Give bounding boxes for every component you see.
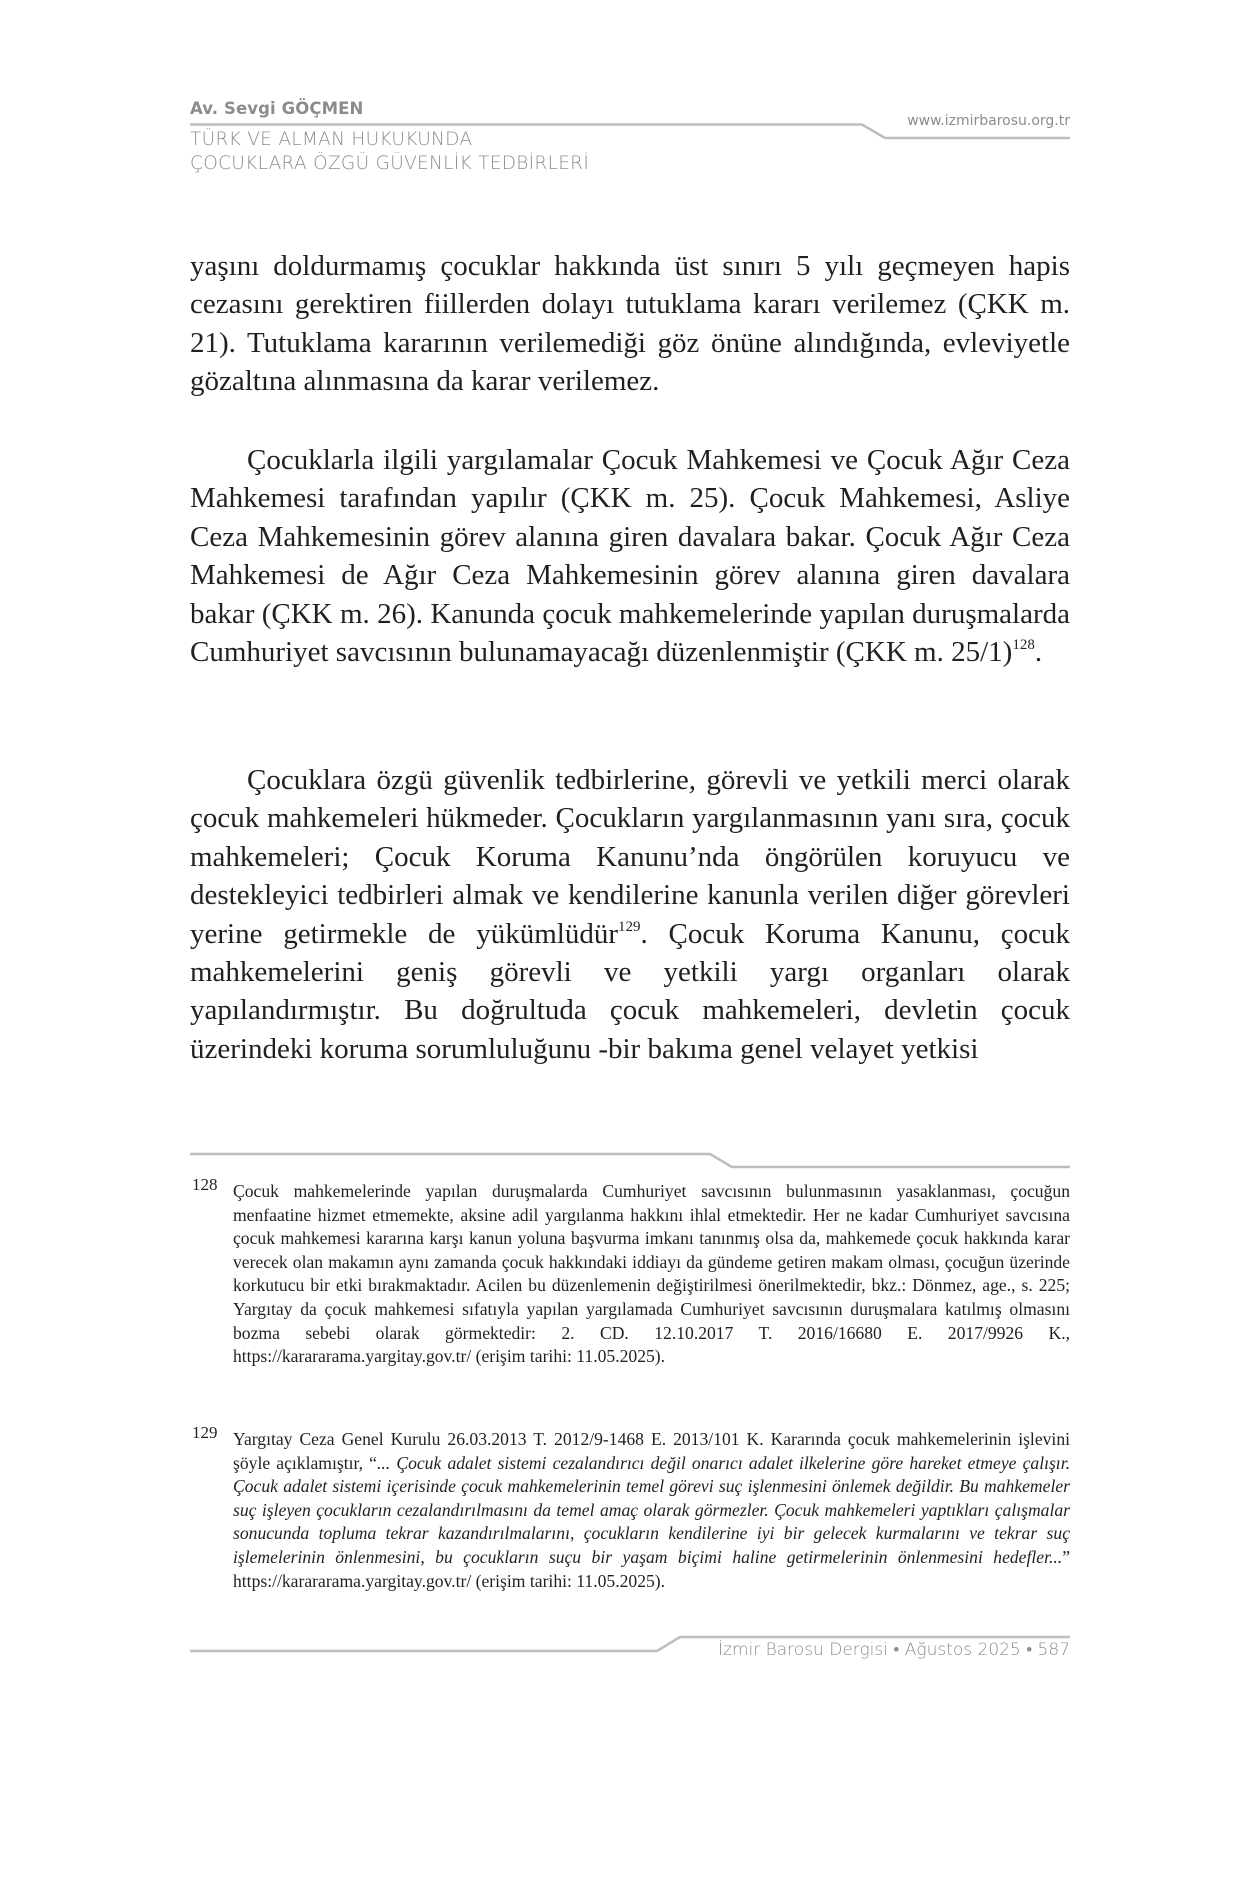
paragraph-3-part-a: Çocuklara özgü güvenlik tedbirlerine, görevli ve yetkili merci olarak çocuk mahkemeleri hükmeder. Çocukların yargılanmasının yanı sıra, çocuk mahkemeleri; Çocuk Koruma Kanunu’nda öngörülen koruyucu ve destekleyici tedbirleri almak ve kendilerine kanunla verilen diğer görevleri yerine getirmekle de yükümlüdür [190, 764, 1070, 950]
footnote-separator-rule [190, 1154, 1070, 1167]
header-article-title [190, 128, 589, 176]
paragraph-3-text [190, 761, 1070, 1068]
footer-journal-info: İzmir Barosu Dergisi • Ağustos 2025 • 587 [718, 1640, 1070, 1660]
header-author: Av. Sevgi GÖÇMEN [190, 99, 364, 118]
footnote-ref-128[interactable]: 128 [1012, 637, 1035, 654]
paragraph-1-text: yaşını doldurmamış çocuklar hakkında üst sınırı 5 yılı geçmeyen hapis cezasını gerektiren fiillerden dolayı tutuklama kararı verilemez (ÇKK m. 21). Tutuklama kararının verilemediği göz önüne alındığında, evleviyetle gözaltına alınmasına da karar verilemez. [190, 250, 1070, 398]
header-title-line1: TÜRK VE ALMAN HUKUKUNDA [190, 129, 473, 150]
footnote-ref-129[interactable]: 129 [618, 918, 641, 935]
footnote-text [233, 1428, 1070, 1593]
footnote-128 [190, 1175, 1070, 1369]
header-title-line2: ÇOCUKLARA ÖZGÜ GÜVENLİK TEDBİRLERİ [190, 153, 590, 174]
paragraph-3-part-b: . Çocuk Koruma Kanunu, çocuk mahkemelerini geniş görevli ve yetkili yargı organları olarak yapılandırmıştır. Bu doğrultuda çocuk mahkemeleri, devletin çocuk üzerindeki koruma sorumluluğunu -bir bakıma genel velayet yetkisi [190, 917, 1070, 1065]
header-website: www.izmirbarosu.org.tr [907, 113, 1070, 129]
paragraph-2-main: Çocuklarla ilgili yargılamalar Çocuk Mahkemesi ve Çocuk Ağır Ceza Mahkemesi tarafından yapılır (ÇKK m. 25). Çocuk Mahkemesi, Asliye Ceza Mahkemesinin görev alanına giren davalara bakar. Çocuk Ağır Ceza Mahkemesi de Ağır Ceza Mahkemesinin görev alanına giren davalara bakar (ÇKK m. 26). Kanunda çocuk mahkemelerinde yapılan duruşmalarda Cumhuriyet savcısının bulunamayacağı düzenlenmiştir (ÇKK m. 25/1) [190, 444, 1070, 669]
body-paragraph-1 [190, 247, 1070, 401]
paragraph-2-end: . [1034, 636, 1043, 669]
paragraph-2-text [190, 441, 1070, 671]
footnote-text: Çocuk mahkemelerinde yapılan duruşmalarda Cumhuriyet savcısının bulunmasının yasaklanması, çocuğun menfaatine hizmet etmemekte, aksine adil yargılanma hakkını ihlal etmektedir. Her ne kadar Cumhuriyet savcısına çocuk mahkemesi kararına karşı kanun yoluna başvurma imkanı tanınmış olsa da, mahkemede çocuk hakkında karar verecek olan makamın aynı zamanda çocuk hakkındaki iddiayı da gündeme getiren makam olması, çocuğun üzerinde korkutucu bir etki bırakmaktadır. Acilen bu düzenlemenin değiştirilmesi önerilmektedir, bkz.: Dönmez, age., s. 225; Yargıtay da çocuk mahkemesi sıfatıyla yapılan yargılamada Cumhuriyet savcısının duruşmalara katılmış olmasını bozma sebebi olarak görmektedir: 2. CD. 12.10.2017 T. 2016/16680 E. 2017/9926 K., https://karararama.yargitay.gov.tr/ (erişim tarihi: 11.05.2025). [233, 1181, 1070, 1367]
body-paragraph-3 [190, 761, 1070, 1068]
footnote-number: 129 [192, 1423, 218, 1442]
footnote-number: 128 [192, 1175, 218, 1194]
footnote-text-plain-end: ” https://karararama.yargitay.gov.tr/ (erişim tarihi: 11.05.2025). [233, 1546, 1070, 1591]
body-paragraph-2 [190, 441, 1070, 671]
footnote-text-plain-start: Yargıtay Ceza Genel Kurulu 26.03.2013 T. 2012/9-1468 E. 2013/101 K. Kararında çocuk mahkemelerinin işlevini şöyle açıklamıştır, “ [233, 1429, 1070, 1473]
footnote-quote-italic: ... Çocuk adalet sistemi cezalandırıcı değil onarıcı adalet ilkelerine göre hareket etmeye çalışır. Çocuk adalet sistemi içerisinde çocuk mahkemelerinin temel görevi suç işlenmesini önlemek değildir. Bu mahkemeler suç işleyen çocukların cezalandırılmasını da temel amaç olarak görmezler. Çocuk mahkemeleri yaptıkları çalışmalar sonucunda topluma tekrar kazandırılmalarını, çocukların kendilerine iyi bir gelecek kurmalarını ve tekrar suç işlemelerinin önlenmesini, bu çocukların suçu bir yaşam biçimi haline getirmelerinin önlenmesini hedefler... [233, 1452, 1070, 1567]
footnote-129 [190, 1423, 1070, 1593]
